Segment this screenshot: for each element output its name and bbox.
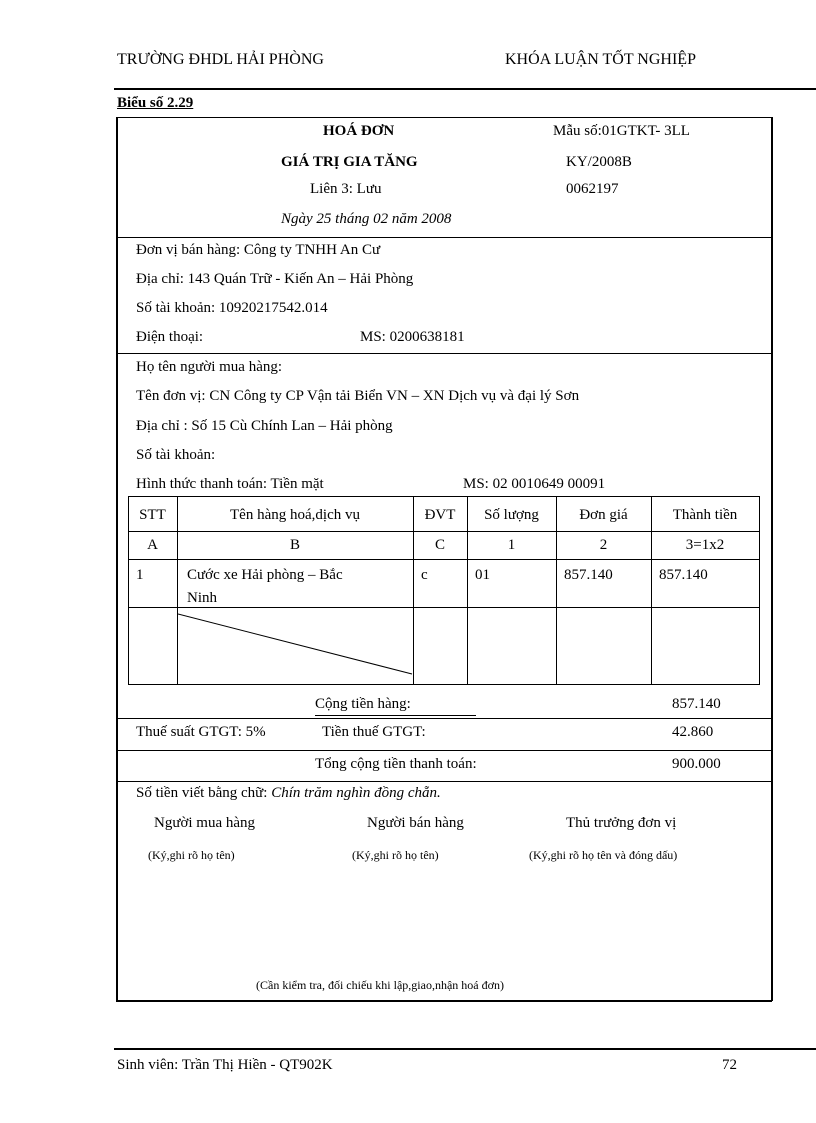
code-unit: C: [434, 537, 445, 553]
signature-director-note: (Ký,ghi rõ họ tên và đóng dấu): [529, 848, 678, 862]
buyer-account: Số tài khoản:: [136, 447, 216, 463]
invoice-title: HOÁ ĐƠN: [323, 123, 395, 139]
header-thesis: KHÓA LUẬN TỐT NGHIỆP: [505, 51, 696, 68]
signature-buyer-title: Người mua hàng: [154, 815, 256, 831]
row-name-line1: Cước xe Hải phòng – Bắc: [187, 567, 343, 583]
footer-student: Sinh viên: Trần Thị Hiền - QT902K: [117, 1057, 333, 1073]
footer-rule: [114, 1048, 816, 1050]
divider-2: [116, 353, 772, 354]
empty-row-strike: [178, 608, 413, 684]
signature-seller-title: Người bán hàng: [367, 815, 464, 831]
footnote: (Cần kiểm tra, đối chiếu khi lập,giao,nhận hoá đơn): [256, 978, 504, 992]
subtotal-value: 857.140: [672, 696, 721, 712]
seller-phone: Điện thoại:: [136, 329, 204, 345]
row-name-line2: Ninh: [187, 590, 217, 606]
header-rule: [114, 88, 816, 90]
invoice-subtitle: GIÁ TRỊ GIA TĂNG: [281, 154, 418, 170]
invoice-date: Ngày 25 tháng 02 năm 2008: [281, 211, 452, 227]
invoice-series: KY/2008B: [566, 154, 632, 170]
signature-director-title: Thủ trưởng đơn vị: [566, 815, 677, 831]
signature-buyer-note: (Ký,ghi rõ họ tên): [148, 848, 235, 862]
invoice-number: 0062197: [566, 181, 619, 197]
code-name: B: [289, 537, 300, 553]
amount-words-value: Chín trăm nghìn đồng chẵn.: [271, 785, 441, 801]
code-stt: A: [147, 537, 158, 553]
total-label: Tổng cộng tiền thanh toán:: [315, 756, 477, 772]
buyer-unit: Tên đơn vị: CN Công ty CP Vận tải Biển VN – XN Dịch vụ và đại lý Sơn: [136, 388, 580, 404]
invoice-copy: Liên 3: Lưu: [310, 181, 382, 197]
signature-seller-note: (Ký,ghi rõ họ tên): [352, 848, 439, 862]
amount-words-row: [136, 785, 441, 802]
frame-top: [116, 117, 772, 118]
subtotal-label: Cộng tiền hàng:: [315, 696, 411, 712]
code-amount: 3=1x2: [685, 537, 725, 553]
col-header-qty: Số lượng: [484, 507, 539, 523]
col-header-unit: ĐVT: [424, 507, 456, 523]
divider-3: [116, 718, 772, 719]
row-amount: 857.140: [659, 567, 708, 583]
total-value: 900.000: [672, 756, 721, 772]
subtotal-underline: [315, 715, 476, 716]
divider-1: [116, 237, 772, 238]
row-unit: c: [421, 567, 428, 583]
amount-words-label: Số tiền viết bằng chữ:: [136, 785, 268, 801]
buyer-payment: Hình thức thanh toán: Tiền mặt: [136, 476, 324, 492]
vat-value: 42.860: [672, 724, 714, 740]
buyer-name: Họ tên người mua hàng:: [136, 359, 283, 375]
seller-tax-code: MS: 0200638181: [360, 329, 465, 345]
vat-rate: Thuế suất GTGT: 5%: [136, 724, 266, 740]
buyer-address: Địa chỉ : Số 15 Cù Chính Lan – Hải phòng: [136, 418, 393, 434]
frame-right: [771, 117, 773, 1001]
divider-5: [116, 781, 772, 782]
divider-4: [116, 750, 772, 751]
col-header-price: Đơn giá: [579, 507, 628, 523]
row-qty: 01: [475, 567, 490, 583]
code-qty: 1: [507, 537, 516, 553]
seller-account: Số tài khoản: 10920217542.014: [136, 300, 328, 316]
row-stt: 1: [136, 567, 144, 583]
header-school: TRƯỜNG ĐHDL HẢI PHÒNG: [117, 51, 324, 68]
form-label: Biểu số 2.29: [117, 95, 194, 111]
col-header-name: Tên hàng hoá,dịch vụ: [230, 507, 360, 523]
seller-address: Địa chỉ: 143 Quán Trữ - Kiến An – Hải Phòng: [136, 271, 414, 287]
buyer-tax-code: MS: 02 0010649 00091: [463, 476, 606, 492]
page-number: 72: [722, 1057, 737, 1073]
seller-unit: Đơn vị bán hàng: Công ty TNHH An Cư: [136, 242, 381, 258]
invoice-form-no: Mẫu số:01GTKT- 3LL: [553, 123, 690, 139]
col-header-amount: Thành tiền: [672, 507, 738, 523]
frame-bottom: [116, 1000, 772, 1002]
col-header-stt: STT: [139, 507, 166, 523]
vat-label: Tiền thuế GTGT:: [322, 724, 426, 740]
frame-left: [116, 117, 118, 1001]
code-price: 2: [599, 537, 608, 553]
row-price: 857.140: [564, 567, 613, 583]
